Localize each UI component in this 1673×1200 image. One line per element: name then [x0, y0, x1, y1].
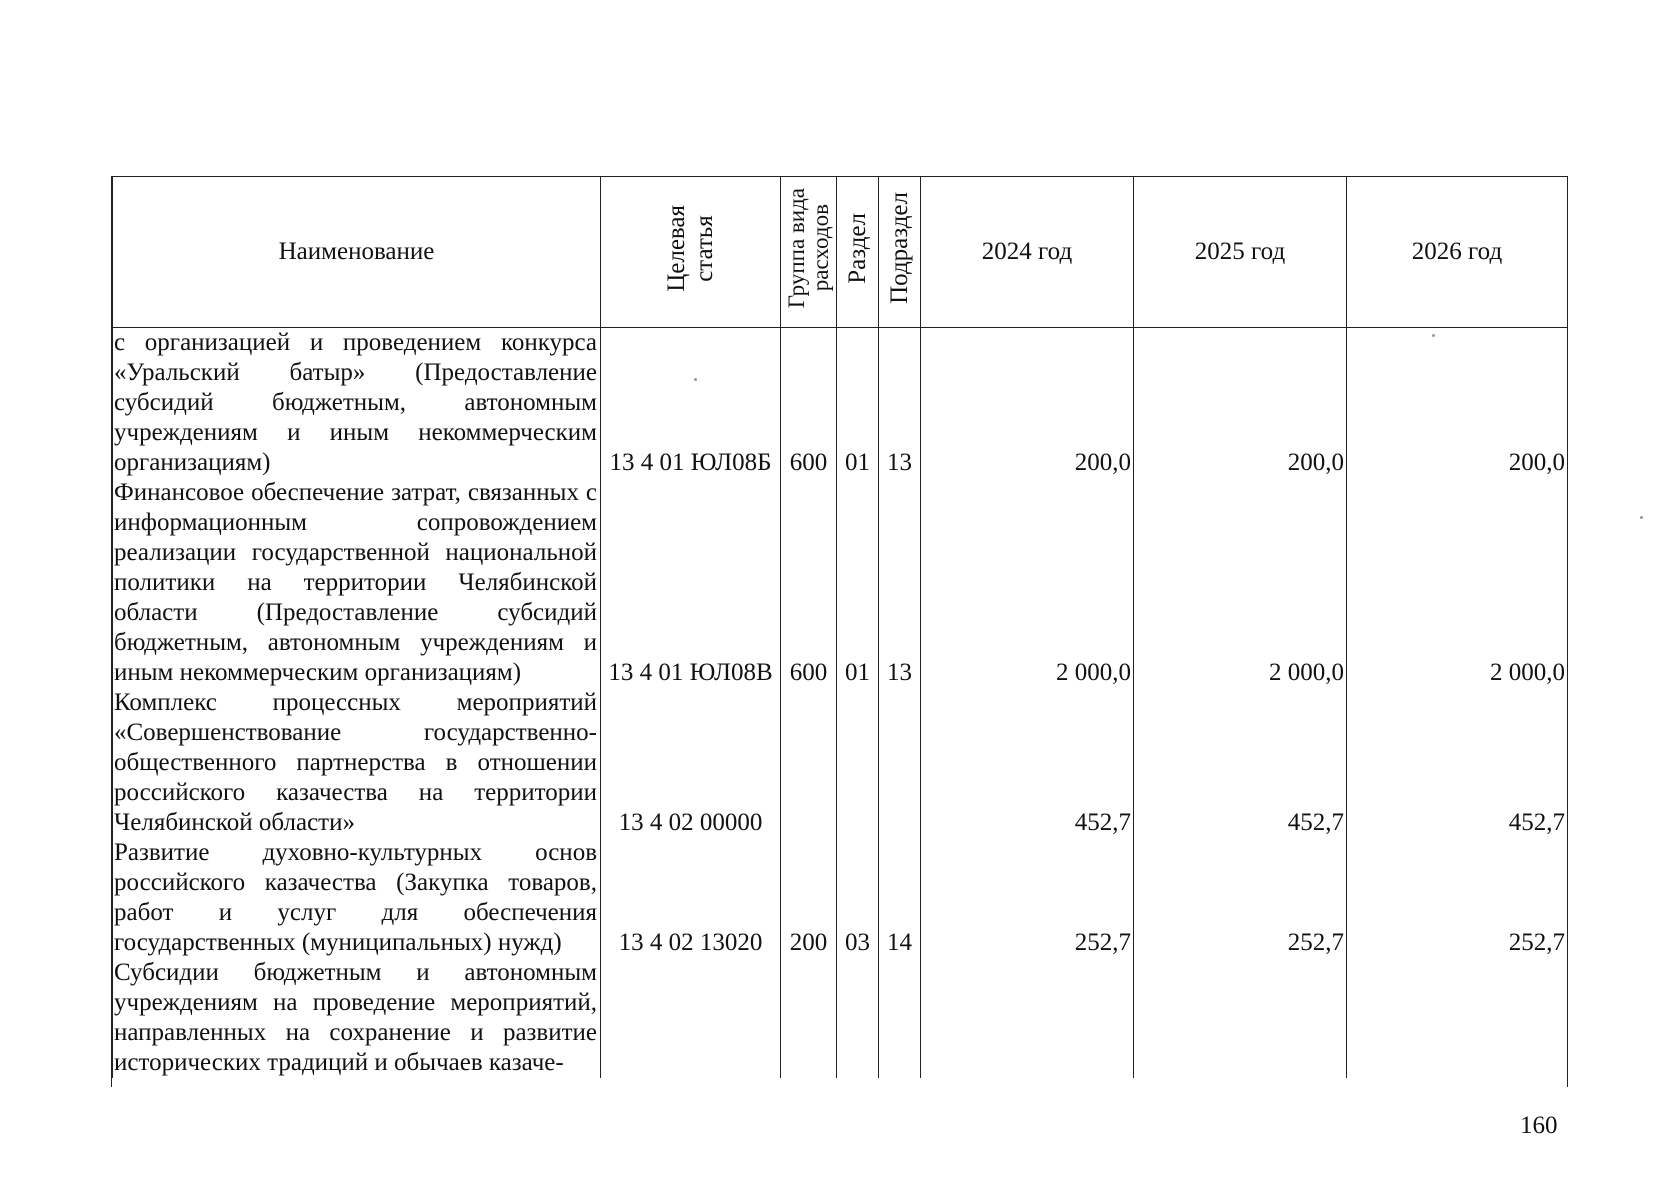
header-section: Раздел [837, 177, 879, 328]
cell-2024: 2 000,0 [921, 478, 1134, 688]
cell-name: Финансовое обеспечение затрат, связанных с информационным сопровождением реализации государственной национальной политики на территории Челябинской области (Предоставление субсидий бюджетным, автономным учреждениям и иным некоммерческим организациям) [113, 478, 601, 688]
cell-2026: 200,0 [1347, 328, 1568, 479]
cell-2025: 2 000,0 [1134, 478, 1347, 688]
cell-2024: 452,7 [921, 688, 1134, 838]
cell-2026: 452,7 [1347, 688, 1568, 838]
cell-expense-group: 600 [781, 328, 837, 479]
cell-name: Развитие духовно-культурных основ российского казачества (Закупка товаров, работ и услуг для обеспечения государственных (муниципальных) нужд) [113, 838, 601, 958]
cell-target-article: 13 4 01 ЮЛ08Б [601, 328, 781, 479]
table-row [113, 958, 1568, 1078]
cell-section: 01 [837, 478, 879, 688]
cell-2025: 252,7 [1134, 838, 1347, 958]
table-row [113, 688, 1568, 838]
cell-section [837, 688, 879, 838]
cell-name: Субсидии бюджетным и автономным учреждениям на проведение мероприятий, направленных на сохранение и развитие исторических традиций и обычаев казаче- [113, 958, 601, 1078]
cell-subsection: 13 [879, 478, 921, 688]
cell-target-article: 13 4 01 ЮЛ08В [601, 478, 781, 688]
header-2024: 2024 год [921, 177, 1134, 328]
table-header-row [113, 177, 1568, 328]
cell-target-article: 13 4 02 13020 [601, 838, 781, 958]
cell-section [837, 958, 879, 1078]
cell-2024: 200,0 [921, 328, 1134, 479]
cell-2025 [1134, 958, 1347, 1078]
cell-target-article: 13 4 02 00000 [601, 688, 781, 838]
header-target-article: Целевая статья [601, 177, 781, 328]
budget-table-frame [111, 176, 1568, 1087]
cell-section: 01 [837, 328, 879, 479]
cell-subsection [879, 688, 921, 838]
table-row [113, 838, 1568, 958]
header-expense-group: Группа вида расходов [781, 177, 837, 328]
header-2026: 2026 год [1347, 177, 1568, 328]
cell-expense-group [781, 958, 837, 1078]
page-number: 160 [1520, 1112, 1558, 1139]
cell-subsection: 13 [879, 328, 921, 479]
cell-section: 03 [837, 838, 879, 958]
header-name: Наименование [113, 177, 601, 328]
scan-speck [1640, 516, 1643, 519]
budget-table [112, 176, 1568, 1078]
cell-2026: 2 000,0 [1347, 478, 1568, 688]
cell-2025: 200,0 [1134, 328, 1347, 479]
header-subsection: Подраздел [879, 177, 921, 328]
cell-name: с организацией и проведением конкурса «Уральский батыр» (Предоставление субсидий бюджетным, автономным учреждениям и иным некоммерческим организациям) [113, 328, 601, 479]
header-2025: 2025 год [1134, 177, 1347, 328]
cell-2026: 252,7 [1347, 838, 1568, 958]
cell-2025: 452,7 [1134, 688, 1347, 838]
cell-expense-group [781, 688, 837, 838]
table-row [113, 478, 1568, 688]
cell-2026 [1347, 958, 1568, 1078]
cell-subsection [879, 958, 921, 1078]
table-row [113, 328, 1568, 479]
cell-subsection: 14 [879, 838, 921, 958]
cell-expense-group: 200 [781, 838, 837, 958]
cell-target-article [601, 958, 781, 1078]
cell-expense-group: 600 [781, 478, 837, 688]
cell-2024: 252,7 [921, 838, 1134, 958]
cell-name: Комплекс процессных мероприятий «Совершенствование государственно-общественного партнерства в отношении российского казачества на территории Челябинской области» [113, 688, 601, 838]
cell-2024 [921, 958, 1134, 1078]
